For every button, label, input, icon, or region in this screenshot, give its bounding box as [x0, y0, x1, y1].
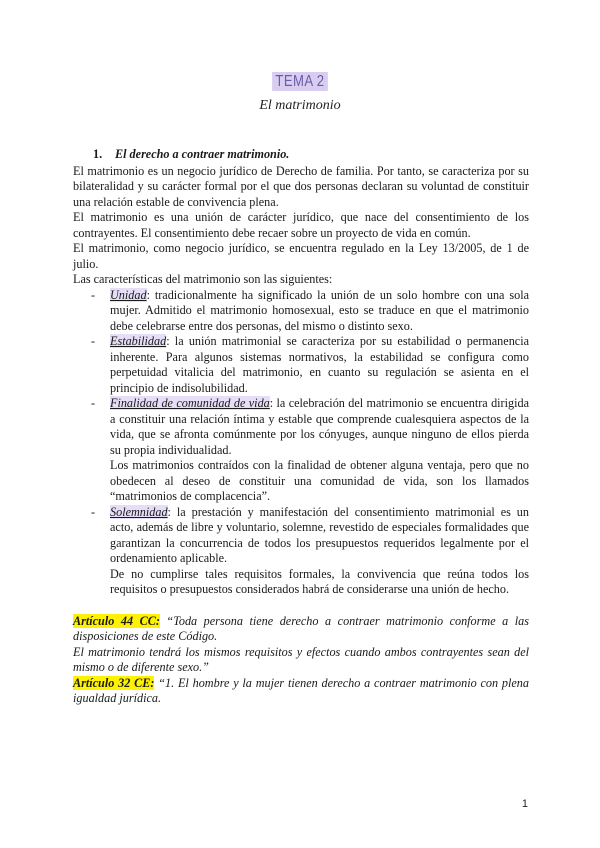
term-highlight: Finalidad de comunidad de vida [110, 396, 270, 410]
paragraph-3: El matrimonio, como negocio jurídico, se encuentra regulado en la Ley 13/2005, de 1 de julio. [73, 241, 529, 271]
dash-bullet: - [91, 504, 96, 519]
list-item-text: : la prestación y manifestación del consentimiento matrimonial es un acto, además de libre y voluntario, solemne, revestido de especiales formalidades que garantizan la concurrencia de todos los presupuestos requeridos legalmente por el ordenamiento aplicable. [110, 504, 529, 565]
list-item-text: : la unión matrimonial se caracteriza por su estabilidad o permanencia inherente. Para algunos sistemas normativos, la estabilidad se configura como perpetuidad vitalicia del matrimonio, en cuanto su regulación se asienta en el principio de indisolubilidad. [110, 334, 529, 395]
paragraph-4: Las características del matrimonio son las siguientes: [73, 272, 333, 286]
article-44-continued: El matrimonio tendrá los mismos requisitos y efectos cuando ambos contrayentes sean del mismo o de diferente sexo.” [73, 644, 529, 674]
dash-bullet: - [91, 287, 96, 302]
page-number: 1 [521, 798, 528, 810]
section-heading-text: El derecho a contraer matrimonio. [115, 147, 290, 161]
article-text: “Toda persona tiene derecho a contraer matrimonio conforme a las disposiciones de este Código. [73, 613, 529, 643]
characteristics-list [73, 288, 529, 598]
article-label: Artículo 44 CC: [73, 613, 160, 628]
list-item-continuation: De no cumplirse tales requisitos formales, la convivencia que reúna todos los requisitos o presupuestos considerados habrá de considerarse una unión de hecho. [110, 566, 529, 596]
section-number: 1. [93, 147, 103, 161]
page-subtitle: El matrimonio [259, 98, 341, 113]
article-label: Artículo 32 CE: [73, 675, 155, 690]
list-item [73, 396, 529, 458]
list-item-continuation: Los matrimonios contraídos con la finalidad de obtener alguna ventaja, pero que no obedecen al deseo de constituir una comunidad de vida, son los llamados “matrimonios de complacencia”. [110, 458, 529, 503]
term-highlight: Estabilidad [110, 334, 167, 348]
dash-bullet: - [91, 396, 96, 410]
paragraph-1: El matrimonio es un negocio jurídico de Derecho de familia. Por tanto, se caracteriza por su bilateralidad y su carácter formal por el que dos personas declaran su voluntad de constituir una relación estable de convivencia plena. [73, 163, 529, 209]
list-item-text: : la celebración del matrimonio se encuentra dirigida a constituir una relación íntima y estable que comprende cualesquiera aspectos de la vida, que se afronta comúnmente por los cónyuges, aunque ninguno de ellos pierda su propia individualidad. [110, 396, 529, 457]
list-item [73, 505, 529, 567]
paragraph-2: El matrimonio es una unión de carácter jurídico, que nace del consentimiento de los contrayentes. El consentimiento debe recaer sobre un proyecto de vida en común. [73, 210, 529, 240]
section-heading [93, 147, 529, 163]
document-body [73, 147, 529, 707]
term-highlight: Solemnidad [110, 504, 168, 519]
articles-block [73, 614, 529, 707]
title-wrap [0, 72, 600, 91]
list-item-text: : tradicionalmente ha significado la unión de un solo hombre con una sola mujer. Admitido el matrimonio homosexual, esto se traduce en que el matrimonio debe celebrarse entre dos personas, del mismo o distinto sexo. [110, 287, 529, 333]
term-highlight: Unidad [110, 287, 147, 302]
dash-bullet: - [91, 334, 96, 348]
article-32 [73, 676, 529, 707]
article-44 [73, 614, 529, 645]
list-item [73, 334, 529, 396]
article-text: “1. El hombre y la mujer tienen derecho a contraer matrimonio con plena igualdad jurídica. [73, 675, 529, 705]
page-title: TEMA 2 [272, 72, 328, 91]
list-item [73, 288, 529, 335]
